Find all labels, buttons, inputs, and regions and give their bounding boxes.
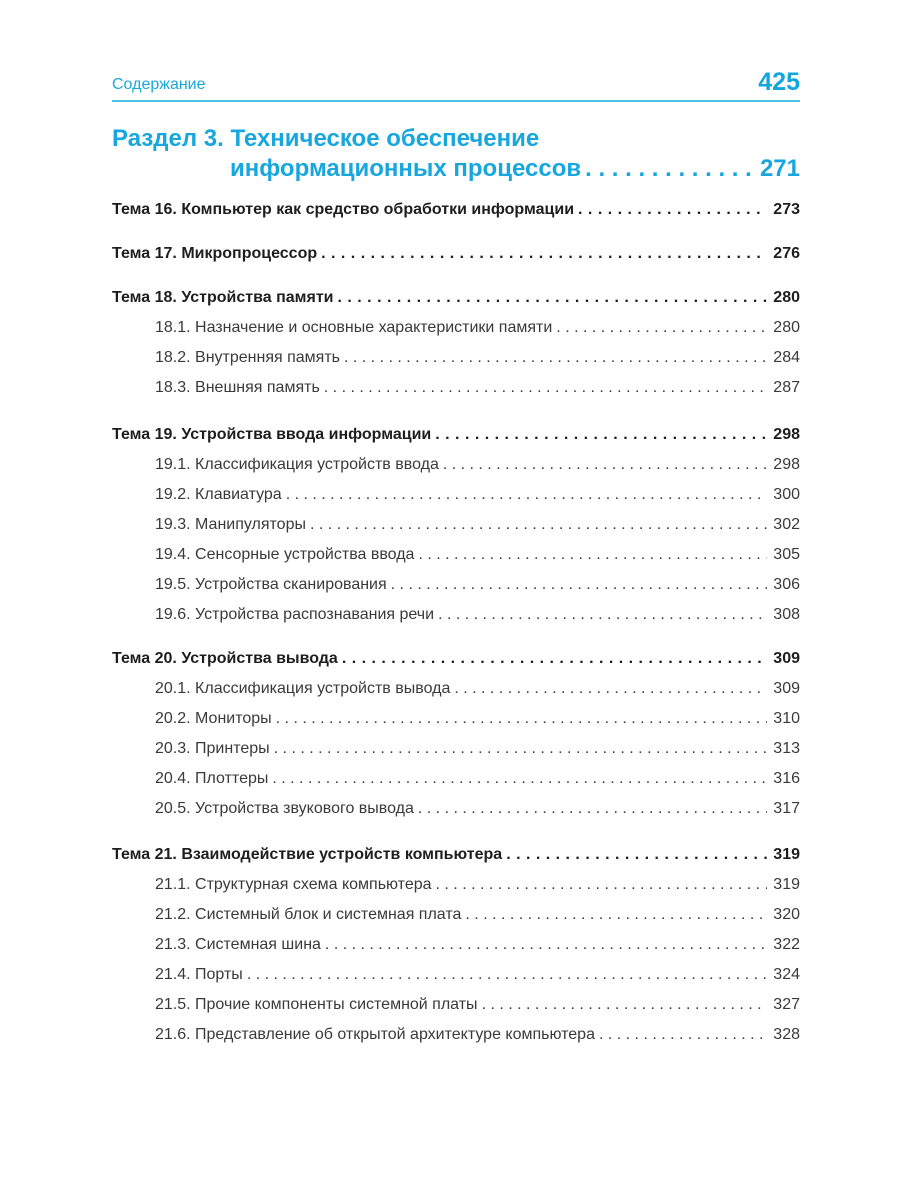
- leader-dots: [342, 650, 767, 668]
- toc-subtopic-19-6[interactable]: [155, 606, 800, 624]
- subtopic-page: 302: [773, 516, 800, 533]
- leader-dots: [599, 1026, 767, 1044]
- topic-label: Тема 17. Микропроцессор: [112, 245, 318, 262]
- subtopic-page: 320: [773, 906, 800, 923]
- toc-subtopic-20-5[interactable]: [155, 800, 800, 818]
- leader-dots: [338, 289, 768, 307]
- subtopic-label: 20.5. Устройства звукового вывода: [155, 800, 414, 817]
- toc-subtopic-21-6[interactable]: [155, 1026, 800, 1044]
- topic-page: 298: [773, 426, 800, 443]
- leader-dots: [443, 456, 767, 474]
- subtopic-label: 20.4. Плоттеры: [155, 770, 269, 787]
- section-page: 271: [759, 155, 800, 182]
- subtopic-label: 19.3. Манипуляторы: [155, 516, 306, 533]
- toc-subtopic-19-1[interactable]: [155, 456, 800, 474]
- toc-subtopic-21-3[interactable]: [155, 936, 800, 954]
- subtopic-page: 310: [773, 710, 800, 727]
- subtopic-label: 21.6. Представление об открытой архитектуре компьютера: [155, 1026, 595, 1043]
- page-number: 425: [758, 68, 800, 96]
- subtopic-page: 319: [773, 876, 800, 893]
- subtopic-page: 308: [773, 606, 800, 623]
- toc-topic-18[interactable]: [112, 289, 800, 307]
- topic-page: 276: [773, 245, 800, 262]
- leader-dots: [482, 996, 768, 1014]
- toc-subtopic-20-2[interactable]: [155, 710, 800, 728]
- leader-dots: [274, 740, 768, 758]
- subtopic-page: 316: [773, 770, 800, 787]
- toc-subtopic-21-5[interactable]: [155, 996, 800, 1014]
- subtopic-page: 313: [773, 740, 800, 757]
- subtopic-label: 19.5. Устройства сканирования: [155, 576, 387, 593]
- toc-subtopic-18-2[interactable]: [155, 349, 800, 367]
- topic-page: 273: [773, 201, 800, 218]
- subtopic-page: 300: [773, 486, 800, 503]
- toc-subtopic-21-2[interactable]: [155, 906, 800, 924]
- toc-topic-19[interactable]: [112, 426, 800, 444]
- toc-subtopic-19-4[interactable]: [155, 546, 800, 564]
- subtopic-label: 19.4. Сенсорные устройства ввода: [155, 546, 415, 563]
- toc-topic-17[interactable]: [112, 245, 800, 263]
- toc-subtopic-19-2[interactable]: [155, 486, 800, 504]
- subtopic-page: 284: [773, 349, 800, 366]
- leader-dots: [272, 770, 767, 788]
- topic-label: Тема 19. Устройства ввода информации: [112, 426, 432, 443]
- leader-dots: [344, 349, 767, 367]
- leader-dots: [324, 379, 768, 397]
- subtopic-label: 20.2. Мониторы: [155, 710, 272, 727]
- subtopic-label: 21.1. Структурная схема компьютера: [155, 876, 432, 893]
- leader-dots: [506, 846, 767, 864]
- section-title-line1: Раздел 3. Техническое обеспечение: [112, 125, 540, 152]
- subtopic-label: 19.2. Клавиатура: [155, 486, 282, 503]
- topic-page: 309: [773, 650, 800, 667]
- leader-dots: [321, 245, 767, 263]
- section-heading[interactable]: [112, 124, 800, 184]
- subtopic-label: 21.4. Порты: [155, 966, 243, 983]
- leader-dots: [438, 606, 767, 624]
- toc-topic-21[interactable]: [112, 846, 800, 864]
- leader-dots: [418, 546, 767, 564]
- topic-label: Тема 20. Устройства вывода: [112, 650, 338, 667]
- leader-dots: [454, 680, 767, 698]
- subtopic-page: 305: [773, 546, 800, 563]
- subtopic-page: 280: [773, 319, 800, 336]
- subtopic-label: 19.1. Классификация устройств ввода: [155, 456, 439, 473]
- toc-subtopic-20-3[interactable]: [155, 740, 800, 758]
- subtopic-page: 328: [773, 1026, 800, 1043]
- subtopic-page: 309: [773, 680, 800, 697]
- subtopic-label: 21.3. Системная шина: [155, 936, 321, 953]
- topic-label: Тема 21. Взаимодействие устройств компьютера: [112, 846, 503, 863]
- leader-dots: [556, 319, 767, 337]
- subtopic-page: 306: [773, 576, 800, 593]
- leader-dots: [465, 906, 767, 924]
- leader-dots: [585, 154, 754, 184]
- subtopic-label: 20.3. Принтеры: [155, 740, 270, 757]
- topic-page: 319: [773, 846, 800, 863]
- toc-topic-16[interactable]: [112, 201, 800, 219]
- subtopic-page: 298: [773, 456, 800, 473]
- header-title: Содержание: [112, 76, 206, 93]
- leader-dots: [436, 876, 768, 894]
- subtopic-page: 287: [773, 379, 800, 396]
- subtopic-page: 322: [773, 936, 800, 953]
- leader-dots: [325, 936, 767, 954]
- leader-dots: [418, 800, 767, 818]
- leader-dots: [247, 966, 767, 984]
- subtopic-label: 21.2. Системный блок и системная плата: [155, 906, 462, 923]
- subtopic-page: 327: [773, 996, 800, 1013]
- leader-dots: [276, 710, 768, 728]
- subtopic-label: 21.5. Прочие компоненты системной платы: [155, 996, 478, 1013]
- leader-dots: [286, 486, 768, 504]
- section-title-line2: информационных процессов: [230, 155, 582, 182]
- topic-page: 280: [773, 289, 800, 306]
- subtopic-page: 317: [773, 800, 800, 817]
- leader-dots: [578, 201, 767, 219]
- toc-subtopic-20-1[interactable]: [155, 680, 800, 698]
- leader-dots: [435, 426, 767, 444]
- section-title-line2-row: [112, 154, 800, 184]
- leader-dots: [391, 576, 768, 594]
- toc-subtopic-20-4[interactable]: [155, 770, 800, 788]
- toc-subtopic-21-4[interactable]: [155, 966, 800, 984]
- subtopic-label: 20.1. Классификация устройств вывода: [155, 680, 451, 697]
- topic-label: Тема 18. Устройства памяти: [112, 289, 334, 306]
- subtopic-label: 19.6. Устройства распознавания речи: [155, 606, 435, 623]
- subtopic-label: 18.2. Внутренняя память: [155, 349, 340, 366]
- toc-topic-20[interactable]: [112, 650, 800, 668]
- leader-dots: [310, 516, 767, 534]
- running-header: [112, 68, 800, 102]
- toc-subtopic-19-5[interactable]: [155, 576, 800, 594]
- subtopic-page: 324: [773, 966, 800, 983]
- toc-subtopic-19-3[interactable]: [155, 516, 800, 534]
- toc-subtopic-18-1[interactable]: [155, 319, 800, 337]
- subtopic-label: 18.3. Внешняя память: [155, 379, 320, 396]
- subtopic-label: 18.1. Назначение и основные характеристики памяти: [155, 319, 553, 336]
- toc-subtopic-18-3[interactable]: [155, 379, 800, 397]
- toc-subtopic-21-1[interactable]: [155, 876, 800, 894]
- topic-label: Тема 16. Компьютер как средство обработки информации: [112, 201, 575, 218]
